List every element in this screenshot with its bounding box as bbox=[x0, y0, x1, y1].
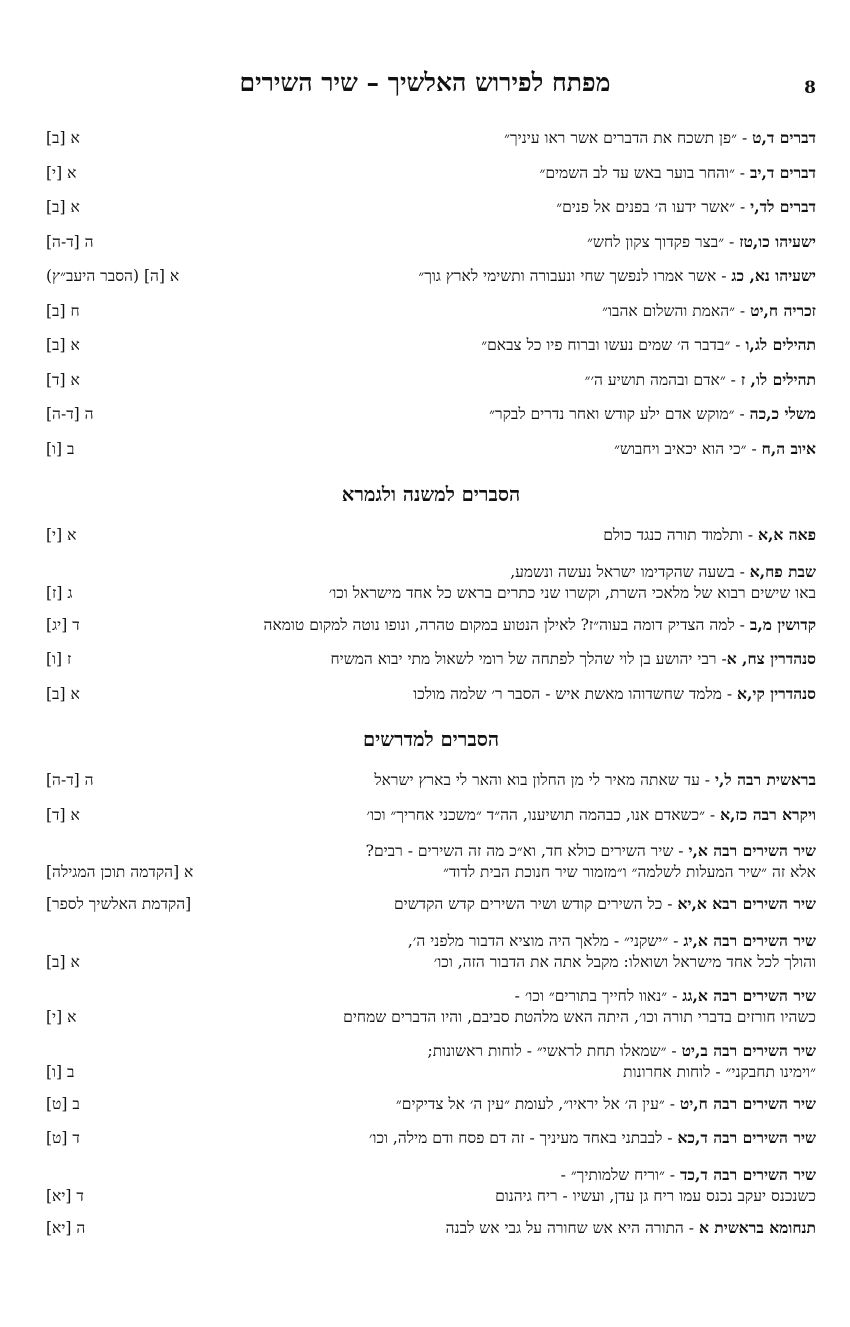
index-entry bbox=[46, 124, 816, 159]
quoted-text: - התורה היא אש שחורה על גבי אש לבנה bbox=[445, 1218, 699, 1237]
entry-line bbox=[408, 931, 816, 951]
entry-line bbox=[369, 1128, 816, 1148]
source-citation: משלי כ,כה bbox=[749, 404, 816, 423]
chapter-reference: ה [ד-ה] bbox=[46, 232, 94, 251]
source-citation: דברים ד,ט bbox=[752, 128, 816, 147]
index-entry bbox=[46, 297, 816, 332]
chapter-reference: א [ה] (הסבר היעב״ץ) bbox=[46, 267, 180, 285]
quoted-text-continued: והולך לכל אחד מישראל ושואלו: מקבל אתה את הדבור הזה, וכו׳ bbox=[433, 952, 816, 971]
chapter-reference: [הקדמת האלשיך לספר] bbox=[46, 895, 192, 913]
page-header bbox=[0, 68, 850, 108]
source-citation: שיר השירים רבה ד,כד bbox=[679, 1164, 816, 1184]
chapter-reference: ד [יג] bbox=[46, 615, 80, 634]
source-citation: דברים לד,י bbox=[750, 197, 816, 216]
index-entry bbox=[46, 931, 816, 980]
chapter-reference: ה [ד-ה] bbox=[46, 771, 94, 789]
entry-line bbox=[331, 649, 817, 669]
chapter-reference: ג [ז] bbox=[46, 583, 73, 602]
quoted-text: - ״מוקש אדם ילע קודש ואחר נדרים לבקר״ bbox=[489, 405, 750, 423]
quoted-text: - ״בדבר ה׳ שמים נעשו וברוח פיו כל צבאם״ bbox=[481, 336, 746, 354]
quoted-text: - ״כי הוא יכאיב ויחבוש״ bbox=[614, 439, 762, 458]
running-title: מפתח לפירוש האלשיך – שיר השירים bbox=[239, 68, 611, 97]
entry-line bbox=[394, 894, 816, 914]
page-number: 8 bbox=[804, 78, 816, 98]
entry-line bbox=[587, 232, 816, 252]
quoted-text: - ״ישקני״ - מלאך היה מוציא הדבור מלפני ה׳, bbox=[407, 931, 684, 950]
source-citation: בראשית רבה ל,י bbox=[714, 770, 816, 789]
index-entry bbox=[46, 841, 816, 890]
quoted-text-continued: כשנכנס יעקב נכנס עמו ריח גן עדן, ועשיו - ריח גיהנום bbox=[495, 1186, 816, 1205]
chapter-reference: א [י] bbox=[46, 526, 77, 544]
index-entry bbox=[46, 986, 816, 1035]
quoted-text: - כל השירים קודש ושיר השירים קדש הקדשים bbox=[393, 895, 678, 913]
source-citation: שיר השירים רבה ד,כא bbox=[677, 1128, 816, 1147]
entry-line bbox=[614, 439, 816, 459]
index-entry bbox=[46, 435, 816, 470]
quoted-text-continued: כשהיו חורזים בדברי תורה וכו׳, היתה האש מלהטת סביבם, והיו הדברים שמחים bbox=[343, 1007, 816, 1026]
index-entry bbox=[46, 1041, 816, 1090]
chapter-reference: ה [ד-ה] bbox=[46, 405, 94, 423]
source-citation: תנחומא בראשית א bbox=[698, 1217, 816, 1237]
chapter-reference: ב [ט] bbox=[46, 1094, 80, 1113]
index-entry bbox=[46, 890, 816, 925]
entry-line bbox=[428, 1041, 817, 1061]
entry-line bbox=[264, 615, 816, 635]
entry-line bbox=[367, 805, 817, 825]
chapter-reference: א [ב] bbox=[46, 336, 80, 354]
entry-line bbox=[585, 370, 816, 390]
source-citation: ויקרא רבה כז,א bbox=[720, 804, 816, 824]
index-entry bbox=[46, 331, 816, 366]
entry-line bbox=[561, 1165, 816, 1185]
chapter-reference: א [הקדמה תוכן המגילה] bbox=[46, 863, 194, 881]
quoted-text: - עד שאתה מאיר לי מן החלון בוא והאר לי בארץ ישראל bbox=[374, 771, 715, 789]
source-citation: ישעיהו כו,טז bbox=[739, 231, 816, 251]
quoted-text-continued: באו שישים רבוא של מלאכי השרת, וקשרו שני כתרים בראש כל אחד מישראל וכו׳ bbox=[328, 583, 816, 602]
entry-line bbox=[489, 404, 816, 424]
quoted-text: - ״האמת והשלום אהבו״ bbox=[602, 301, 751, 320]
chapter-reference: ד [ט] bbox=[46, 1129, 80, 1147]
section-heading: הסברים למשנה ולגמרא bbox=[341, 483, 521, 506]
chapter-reference: א [ב] bbox=[46, 952, 80, 971]
entry-line bbox=[396, 1094, 816, 1114]
source-citation: שבת פח,א bbox=[749, 561, 816, 581]
index-entry bbox=[46, 562, 816, 611]
index-entry bbox=[46, 1124, 816, 1159]
chapter-reference: א [ב] bbox=[46, 129, 80, 147]
chapter-reference: א [י] bbox=[46, 1007, 77, 1026]
quoted-text: - בשעה שהקדימו ישראל נעשה ונשמע, bbox=[510, 562, 750, 581]
chapter-reference: ד [יא] bbox=[46, 1186, 84, 1205]
index-entry bbox=[46, 366, 816, 401]
index-entry bbox=[46, 193, 816, 228]
index-content bbox=[46, 124, 816, 1248]
chapter-reference: ב [ו] bbox=[46, 1062, 75, 1081]
quoted-text: - ״אשר ידעו ה׳ בפנים אל פנים״ bbox=[556, 198, 751, 216]
source-citation: דברים ד,יב bbox=[749, 162, 816, 182]
source-citation: סנהדרין צח, א bbox=[726, 649, 816, 668]
quoted-text: - שיר השירים כולא חד, וא״כ מה זה השירים - רבים? bbox=[365, 842, 689, 860]
source-citation: ישעיהו נא, כג bbox=[731, 266, 816, 285]
chapter-reference: א [ד] bbox=[46, 370, 80, 389]
source-citation: פאה א,א bbox=[758, 525, 816, 544]
index-entry bbox=[46, 680, 816, 715]
entry-line bbox=[510, 562, 816, 582]
source-citation: קדושין מ,ב bbox=[749, 614, 816, 634]
source-citation: זכריה ח,יט bbox=[750, 300, 816, 320]
source-citation: איוב ה,ח bbox=[761, 438, 816, 458]
entry-line bbox=[481, 335, 816, 355]
source-citation: סנהדרין קי,א bbox=[737, 683, 816, 703]
quoted-text: - למה הצדיק דומה בעוה״ז? לאילן הנטוע במקום טהרה, ונופו נוטה למקום טומאה bbox=[263, 615, 750, 634]
quoted-text-continued: ״וימינו תחבקני״ - לוחות אחרונות bbox=[623, 1062, 816, 1081]
source-citation: שיר השירים רבה א,גג bbox=[682, 985, 816, 1005]
section-heading: הסברים למדרשים bbox=[362, 728, 500, 751]
entry-line bbox=[418, 266, 816, 286]
quoted-text: - ״אדם ובהמה תושיע ה׳״ bbox=[584, 370, 741, 389]
quoted-text: - ״נאוו לחייך בתורים״ וכו׳ - bbox=[514, 986, 683, 1005]
quoted-text: - ותלמוד תורה כנגד כולם bbox=[603, 526, 758, 544]
index-entry bbox=[46, 645, 816, 680]
chapter-reference: ז [ו] bbox=[46, 650, 72, 668]
quoted-text: - רבי יהושע בן לוי שהלך לפתחה של רומי לשאול מתי יבוא המשיח bbox=[330, 650, 727, 668]
index-entry bbox=[46, 521, 816, 556]
quoted-text: - ״בצר פקדוך צקון לחש״ bbox=[587, 232, 740, 251]
index-entry bbox=[46, 400, 816, 435]
chapter-reference: ב [ו] bbox=[46, 439, 75, 458]
source-citation: שיר השירים רבה א,יג bbox=[683, 930, 816, 950]
index-entry bbox=[46, 228, 816, 263]
quoted-text: - ״כשאדם אנו, כבהמה תושיענו, הה״ד ״משכני אחריך״ וכו׳ bbox=[366, 805, 721, 824]
chapter-reference: ה [יא] bbox=[46, 1218, 86, 1237]
quoted-text: - ״עין ה׳ אל יראיו״, לעומת ״עין ה׳ אל צדיקים״ bbox=[395, 1094, 680, 1113]
entry-line bbox=[504, 128, 816, 148]
index-entry bbox=[46, 159, 816, 194]
entry-line bbox=[446, 1218, 816, 1238]
entry-line bbox=[603, 525, 816, 545]
index-entry bbox=[46, 1090, 816, 1125]
chapter-reference: א [י] bbox=[46, 163, 77, 182]
chapter-reference: ח [ב] bbox=[46, 301, 80, 320]
chapter-reference: א [ב] bbox=[46, 684, 80, 703]
entry-line bbox=[539, 163, 816, 183]
quoted-text: - מלמד שחשדוהו מאשת איש - הסבר ר׳ שלמה מולכו bbox=[413, 684, 738, 703]
entry-line bbox=[556, 197, 816, 217]
entry-line bbox=[413, 684, 816, 704]
index-entry bbox=[46, 1165, 816, 1214]
source-citation: שיר השירים רבה א,י bbox=[688, 841, 816, 860]
entry-line bbox=[602, 301, 816, 321]
entry-line bbox=[515, 986, 816, 1006]
quoted-text: - אשר אמרו לנפשך שחי ונעבורה ותשימי לארץ גוך״ bbox=[418, 267, 732, 285]
source-citation: שיר השירים רבה ח,יט bbox=[679, 1093, 816, 1113]
source-citation: שיר השירים רבא א,יא bbox=[677, 894, 816, 913]
chapter-reference: א [ב] bbox=[46, 198, 80, 216]
index-entry bbox=[46, 611, 816, 646]
source-citation: שיר השירים רבה ב,יט bbox=[681, 1040, 816, 1060]
entry-line bbox=[374, 770, 816, 790]
chapter-reference: א [ד] bbox=[46, 805, 80, 824]
entry-line bbox=[366, 841, 816, 861]
index-entry bbox=[46, 262, 816, 297]
quoted-text: - ״והחר בוער באש עד לב השמים״ bbox=[539, 163, 750, 182]
quoted-text: - ״פן תשכח את הדברים אשר ראו עיניך״ bbox=[504, 129, 753, 147]
index-entry bbox=[46, 801, 816, 836]
source-citation: תהילים לו, ז bbox=[740, 369, 816, 389]
quoted-text: - ״שמאלו תחת לראשי״ - לוחות ראשונות; bbox=[427, 1041, 682, 1060]
source-citation: תהילים לג,ו bbox=[745, 335, 816, 354]
quoted-text: - לבבתני באחד מעיניך - זה דם פסח ודם מילה, וכו׳ bbox=[368, 1129, 678, 1147]
index-entry bbox=[46, 766, 816, 801]
quoted-text-continued: אלא זה ״שיר המעלות לשלמה״ ו״מזמור שיר חנוכת הבית לדוד״ bbox=[443, 863, 816, 881]
index-entry bbox=[46, 1214, 816, 1249]
quoted-text: - ״וריח שלמותיך״ - bbox=[560, 1165, 680, 1184]
